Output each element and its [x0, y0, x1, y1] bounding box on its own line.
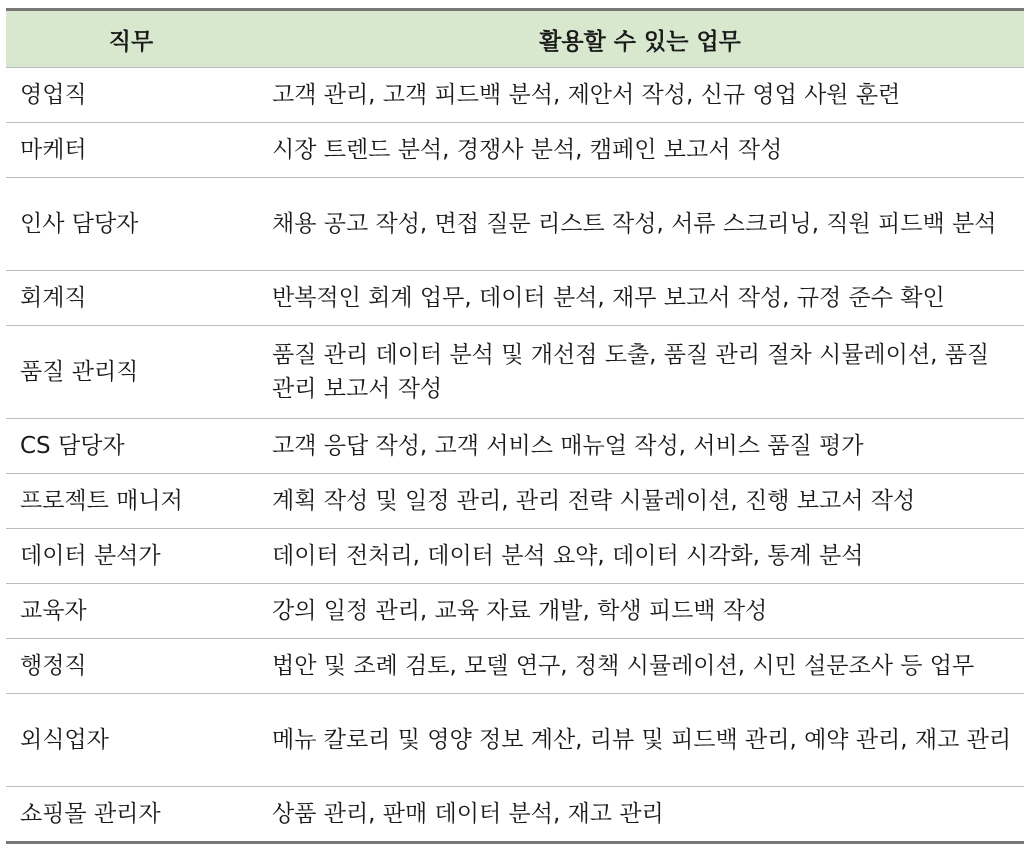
role-cell: 회계직: [6, 271, 256, 326]
header-role: 직무: [6, 10, 256, 68]
table-row: [6, 326, 1024, 419]
role-cell: 인사 담당자: [6, 178, 256, 271]
table-header-row: [6, 10, 1024, 68]
role-cell: 쇼핑몰 관리자: [6, 787, 256, 843]
role-cell: 마케터: [6, 123, 256, 178]
table-row: [6, 68, 1024, 123]
header-tasks: 활용할 수 있는 업무: [256, 10, 1024, 68]
role-cell: 프로젝트 매니저: [6, 474, 256, 529]
table-row: [6, 529, 1024, 584]
job-task-table-container: [6, 8, 1024, 844]
tasks-cell: 강의 일정 관리, 교육 자료 개발, 학생 피드백 작성: [256, 584, 1024, 639]
tasks-cell: 법안 및 조례 검토, 모델 연구, 정책 시뮬레이션, 시민 설문조사 등 업무: [256, 639, 1024, 694]
tasks-cell: 고객 응답 작성, 고객 서비스 매뉴얼 작성, 서비스 품질 평가: [256, 419, 1024, 474]
tasks-cell: 데이터 전처리, 데이터 분석 요약, 데이터 시각화, 통계 분석: [256, 529, 1024, 584]
table-row: [6, 639, 1024, 694]
role-cell: 교육자: [6, 584, 256, 639]
tasks-cell: 고객 관리, 고객 피드백 분석, 제안서 작성, 신규 영업 사원 훈련: [256, 68, 1024, 123]
tasks-cell: 메뉴 칼로리 및 영양 정보 계산, 리뷰 및 피드백 관리, 예약 관리, 재고 관리: [256, 694, 1024, 787]
role-cell: 영업직: [6, 68, 256, 123]
table-row: [6, 787, 1024, 843]
table-row: [6, 584, 1024, 639]
role-cell: 행정직: [6, 639, 256, 694]
table-row: [6, 419, 1024, 474]
tasks-cell: 계획 작성 및 일정 관리, 관리 전략 시뮬레이션, 진행 보고서 작성: [256, 474, 1024, 529]
tasks-cell: 상품 관리, 판매 데이터 분석, 재고 관리: [256, 787, 1024, 843]
role-cell: 품질 관리직: [6, 326, 256, 419]
tasks-cell: 시장 트렌드 분석, 경쟁사 분석, 캠페인 보고서 작성: [256, 123, 1024, 178]
table-row: [6, 123, 1024, 178]
tasks-cell: 반복적인 회계 업무, 데이터 분석, 재무 보고서 작성, 규정 준수 확인: [256, 271, 1024, 326]
role-cell: CS 담당자: [6, 419, 256, 474]
tasks-cell: 품질 관리 데이터 분석 및 개선점 도출, 품질 관리 절차 시뮬레이션, 품질 관리 보고서 작성: [256, 326, 1024, 419]
table-row: [6, 178, 1024, 271]
table-row: [6, 694, 1024, 787]
role-cell: 데이터 분석가: [6, 529, 256, 584]
job-task-table: [6, 8, 1024, 844]
table-row: [6, 271, 1024, 326]
tasks-cell: 채용 공고 작성, 면접 질문 리스트 작성, 서류 스크리닝, 직원 피드백 분석: [256, 178, 1024, 271]
table-row: [6, 474, 1024, 529]
role-cell: 외식업자: [6, 694, 256, 787]
